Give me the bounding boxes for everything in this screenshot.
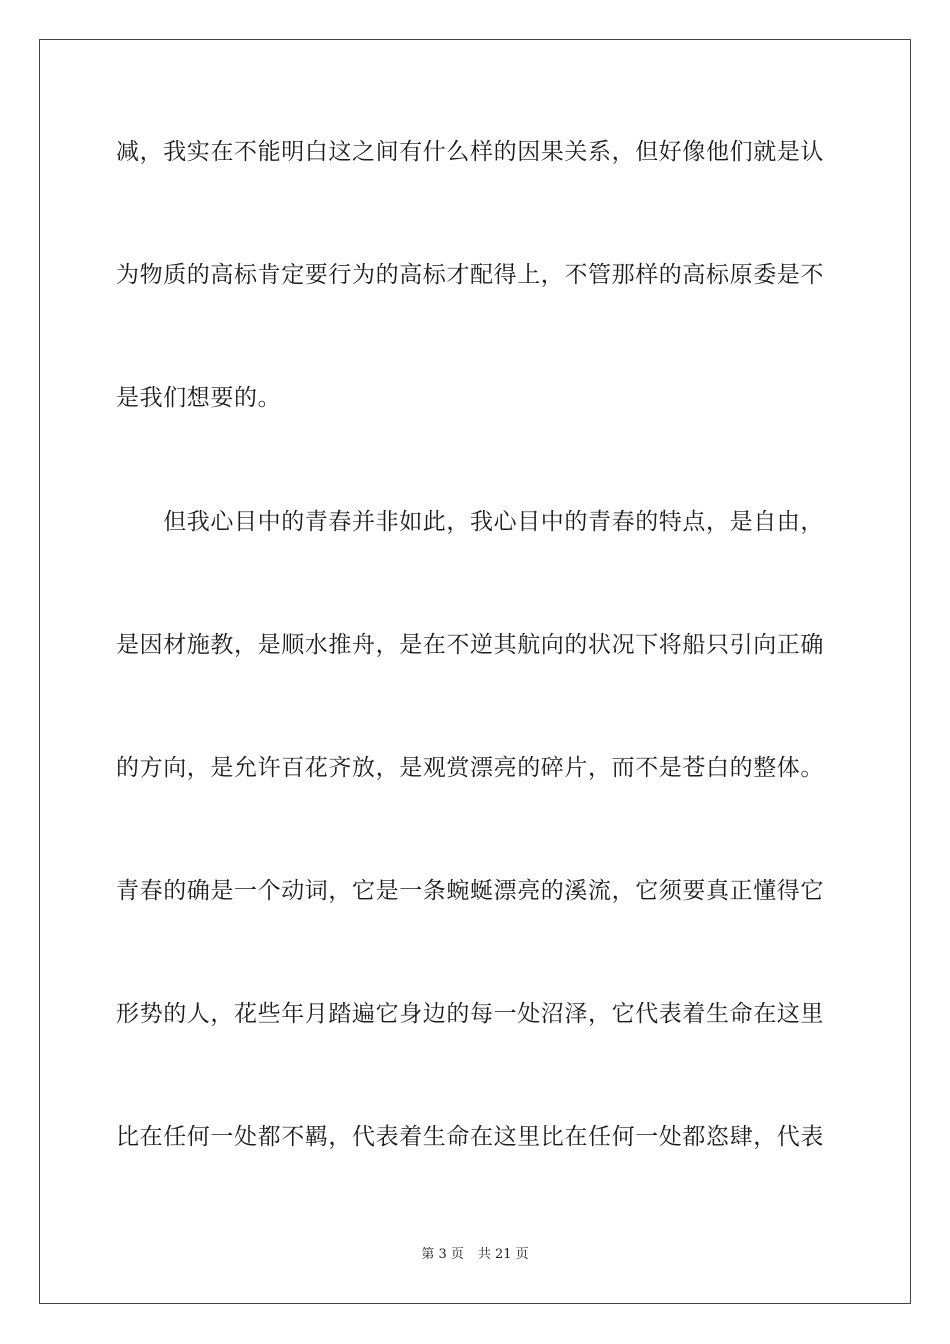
page-footer	[0, 1246, 950, 1264]
text-line-6: 的方向，是允许百花齐放，是观赏漂亮的碎片，而不是苍白的整体。	[116, 755, 824, 781]
text-line-5: 是因材施教，是顺水推舟，是在不逆其航向的状况下将船只引向正确	[116, 632, 824, 658]
page-number: 第 3 页	[421, 1247, 464, 1262]
text-line-7: 青春的确是一个动词，它是一条蜿蜒漂亮的溪流，它须要真正懂得它	[116, 878, 824, 904]
text-line-3: 是我们想要的。	[116, 385, 282, 411]
text-line-8: 形势的人，花些年月踏遍它身边的每一处沼泽，它代表着生命在这里	[116, 1001, 824, 1027]
page-border	[39, 39, 911, 1304]
text-line-1: 减，我实在不能明白这之间有什么样的因果关系，但好像他们就是认	[116, 139, 824, 165]
page-total: 共 21 页	[477, 1247, 529, 1262]
text-line-2: 为物质的高标肯定要行为的高标才配得上，不管那样的高标原委是不	[116, 262, 824, 288]
text-line-9: 比在任何一处都不羁，代表着生命在这里比在任何一处都恣肆，代表	[116, 1124, 824, 1150]
text-line-4: 但我心目中的青春并非如此，我心目中的青春的特点，是自由，	[116, 509, 824, 535]
